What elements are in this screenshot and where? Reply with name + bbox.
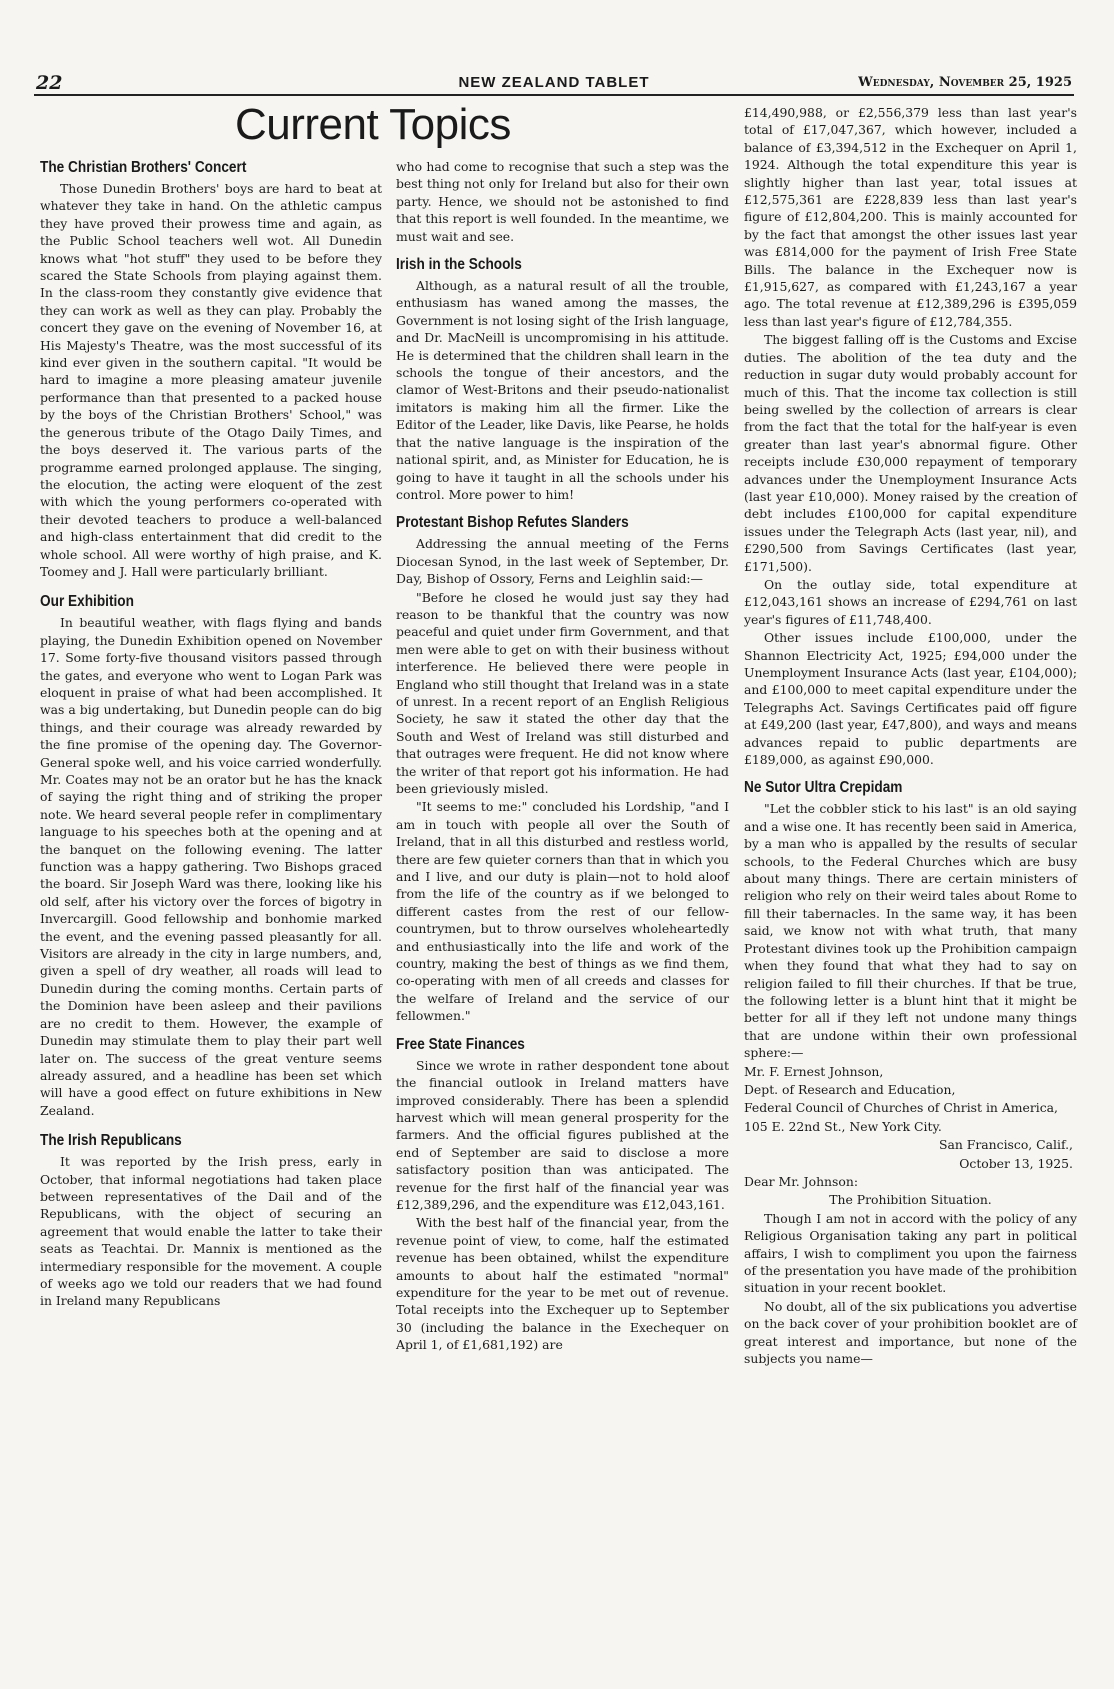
heading-our-exhibition: Our Exhibition: [40, 593, 134, 611]
column-1: [40, 158, 382, 1311]
paragraph: On the outlay side, total expenditure at £12,043,161 shows an increase of £294,761 on last year's figures of £11,748,400.: [744, 576, 1077, 627]
issue-date: Wednesday, November 25, 1925: [858, 75, 1072, 90]
paragraph: Other issues include £100,000, under the Shannon Electricity Act, 1925; £94,000 under the Unemployment Insurance Acts (last year, £104,000); and £100,000 to meet capital expenditure under the Telegraphs Act. Savings Certificates paid off figure at £49,200 (last year, £47,800), and ways and means advances repaid to public departments are £189,000, as against £90,000.: [744, 630, 1077, 768]
paragraph: Addressing the annual meeting of the Ferns Diocesan Synod, in the last week of September, Dr. Day, Bishop of Ossory, Ferns and Leighlin said:—: [396, 536, 729, 587]
paragraph: Since we wrote in rather despondent tone about the financial outlook in Ireland matters have improved considerably. There has been a splendid harvest which will mean general prosperity for the farmers. And the official figures published at the end of September are said to disclose a more satisfactory position than was anticipated. The revenue for the first half of the financial year was £12,389,296, and the expenditure was £12,043,161.: [396, 1057, 729, 1212]
paragraph: who had come to recognise that such a step was the best thing not only for Ireland but also for their own party. Hence, we should not be astonished to find that this report is well founded. In the meantime, we must wait and see.: [396, 159, 729, 244]
paragraph: It was reported by the Irish press, early in October, that informal negotiations had taken place between representatives of the Dail and of the Republicans, with the object of securing an agreement that would enable the latter to take their seats as Teachtai. Dr. Mannix is mentioned as the intermediary responsible for the movement. A couple of weeks ago we told our readers that we had found in Ireland many Republicans: [40, 1154, 382, 1309]
paragraph: No doubt, all of the six publications you advertise on the back cover of your prohibition booklet are of great interest and importance, but none of the subjects you name—: [744, 1298, 1077, 1367]
letter-place: San Francisco, Calif.,: [938, 1137, 1073, 1153]
paragraph: With the best half of the financial year, from the revenue point of view, to come, half the estimated revenue has been obtained, whilst the expenditure amounts to about half the estimated "normal" expenditure for the year to be met out of revenue. Total receipts into the Exchequer up to September 30 (including the balance in the Exechequer on April 1, of £1,681,192) are: [396, 1215, 729, 1353]
masthead: NEW ZEALAND TABLET: [458, 74, 650, 91]
heading-protestant-bishop: Protestant Bishop Refutes Slanders: [396, 514, 629, 532]
letter-salutation: Dear Mr. Johnson:: [744, 1173, 859, 1189]
paragraph: In beautiful weather, with flags flying and bands playing, the Dunedin Exhibition opened on November 17. Some forty-five thousand visitors passed through the gates, and everyone who went to Logan Park was eloquent in praise of what had been accomplished. It was a big undertaking, but Dunedin people can do big things, and their courage was already rewarded by the fine promise of the opening day. The Governor-General spoke well, and his voice carried wonderfully. Mr. Coates may not be an orator but he has the knack of saying the right thing and of striking the proper note. We heard several people refer in complimentary language to his speeches both at the opening and at the banquet on the following evening. The latter function was a happy gathering. Two Bishops graced the board. Sir Joseph Ward was there, looking like his old self, after his victory over the forces of bigotry in Invercargill. Good fellowship and bonhomie marked the event, and the evening passed pleasantly for all. Visitors are already in the city in large numbers, and, given a spell of dry weather, all roads will lead to Dunedin during the coming months. Certain parts of the Dominion have been asleep and their pavilions are no credit to them. However, the example of Dunedin may stimulate them to play their part well later on. The success of the great venture seems already assured, and a headline has been set which will have a good effect on future exhibitions in New Zealand.: [40, 615, 382, 1118]
paragraph: Those Dunedin Brothers' boys are hard to beat at whatever they take in hand. On the athletic campus they have proved their prowess time and again, as the Public School teachers well wot. All Dunedin knows what "hot stuff" they used to be before they scared the State Schools from playing against them. In the class-room they constantly give evidence that they can work as well as they can play. Probably the concert they gave on the evening of November 16, at His Majesty's Theatre, was the most successful of its kind ever given in the southern capital. "It would be hard to imagine a more pleasing amateur juvenile performance than that presented to a packed house by the boys of the Christian Brothers' School," was the generous tribute of the Otago Daily Times, and the boys deserved it. The various parts of the programme earned prolonged applause. The singing, the elocution, the acting were eloquent of the zest with which the young performers co-operated with their devoted teachers to produce a well-balanced and high-class entertainment that did credit to the whole school. All were worthy of high praise, and K. Toomey and J. Hall were particularly brilliant.: [40, 181, 382, 579]
paragraph: Although, as a natural result of all the trouble, enthusiasm has waned among the masses, the Government is not losing sight of the Irish language, and Dr. MacNeill is uncompromising in his attitude. He is determined that the children shall learn in the schools the tongue of their ancestors, and the clamor of West-Britons and their pseudo-nationalist imitators is making him all the firmer. Like the Editor of the Leader, like Davis, like Pearse, he holds that the native language is the inspiration of the national spirit, and, as Minister for Education, he is going to have it taught in all the schools under his control. More power to him!: [396, 278, 729, 502]
letter-address-line: 105 E. 22nd St., New York City.: [744, 1118, 942, 1134]
letter-address-line: Dept. of Research and Education,: [744, 1081, 956, 1097]
heading-irish-republicans: The Irish Republicans: [40, 1132, 182, 1150]
column-2: [396, 158, 729, 1355]
paragraph: "Let the cobbler stick to his last" is an old saying and a wise one. It has recently been said in America, by a man who is appalled by the results of secular schools, to the Federal Churches which are busy about many things. There are certain ministers of religion who rely on their weird tales about Rome to fill their tabernacles. In the same way, it has been said, we know not with what truth, that many Protestant divines took up the Prohibition campaign when they found that what they had to say on religion failed to fill their churches. If that be true, the following letter is a blunt hint that it might be better for all if they left not undone many things that are undone within their own professional sphere:—: [744, 801, 1077, 1061]
heading-ne-sutor: Ne Sutor Ultra Crepidam: [744, 779, 903, 797]
letter-address-line: Federal Council of Churches of Christ in America,: [744, 1100, 1059, 1116]
paragraph: Though I am not in accord with the policy of any Religious Organisation taking any part in political affairs, I wish to compliment you upon the fairness of the presentation you have made of the prohibition situation in your recent booklet.: [744, 1210, 1077, 1296]
paragraph: "Before he closed he would just say they had reason to be thankful that the country was now peaceful and quiet under firm Government, and that men were able to get on with their business without interference. He believed there were people in England who still thought that Ireland was in a state of unrest. In a recent report of an English Religious Society, he saw it stated the other day that the South and West of Ireland was still disturbed and that outrages were frequent. He did not know where the writer of that report got his information. He had been grieviously misled.: [396, 589, 729, 796]
paragraph: £14,490,988, or £2,556,379 less than last year's total of £17,047,367, which however, included a balance of £3,394,512 in the Exchequer on April 1, 1924. Although the total expenditure this year is slightly higher than last year, total issues at £12,575,361 are £228,839 less than last year's figure of £12,804,200. This is mainly accounted for by the fact that amongst the other issues last year was £814,000 for the payment of Irish Free State Bills. The balance in the Exchequer now is £1,915,627, as compared with £1,243,167 a year ago. The total revenue at £12,389,296 is £395,059 less than last year's figure of £12,784,355.: [744, 105, 1077, 329]
column-3: [744, 104, 1077, 1368]
page-title: Current Topics: [235, 100, 511, 149]
heading-christian-brothers: The Christian Brothers' Concert: [40, 159, 247, 176]
letter-address-line: Mr. F. Ernest Johnson,: [744, 1063, 884, 1079]
heading-irish-in-the-schools: Irish in the Schools: [396, 256, 522, 274]
paragraph: "It seems to me:" concluded his Lordship, "and I am in touch with people all over the South of Ireland, that in all this disturbed and restless world, there are few quieter corners than that in which you and I live, and our duty is plain—not to hold aloof from the life of the country as if we belonged to different castes from the rest of our fellow-countrymen, but to throw ourselves wholeheartedly and enthusiastically into the life and work of the country, making the best of things as we find them, co-operating with men of all creeds and classes for the welfare of Ireland and the service of our fellowmen.": [396, 799, 729, 1024]
page-header: [34, 72, 1074, 96]
paragraph: The biggest falling off is the Customs and Excise duties. The abolition of the tea duty and the reduction in sugar duty would probably account for much of this. That the income tax collection is still being swelled by the collection of arrears is clear from the fact that the total for the half-year is even greater than last year's abnormal figure. Other receipts include £30,000 repayment of temporary advances under the Unemployment Insurance Acts (last year £10,000). Money raised by the creation of debt includes £100,000 for capital expenditure issues under the Telegraph Acts (last year, nil), and £290,500 from Savings Certificates (last year, £171,500).: [744, 332, 1077, 574]
heading-free-state-finances: Free State Finances: [396, 1035, 525, 1053]
letter-subject: The Prohibition Situation.: [829, 1192, 992, 1208]
page-number: 22: [36, 72, 63, 94]
letter-date: October 13, 1925.: [959, 1155, 1073, 1171]
